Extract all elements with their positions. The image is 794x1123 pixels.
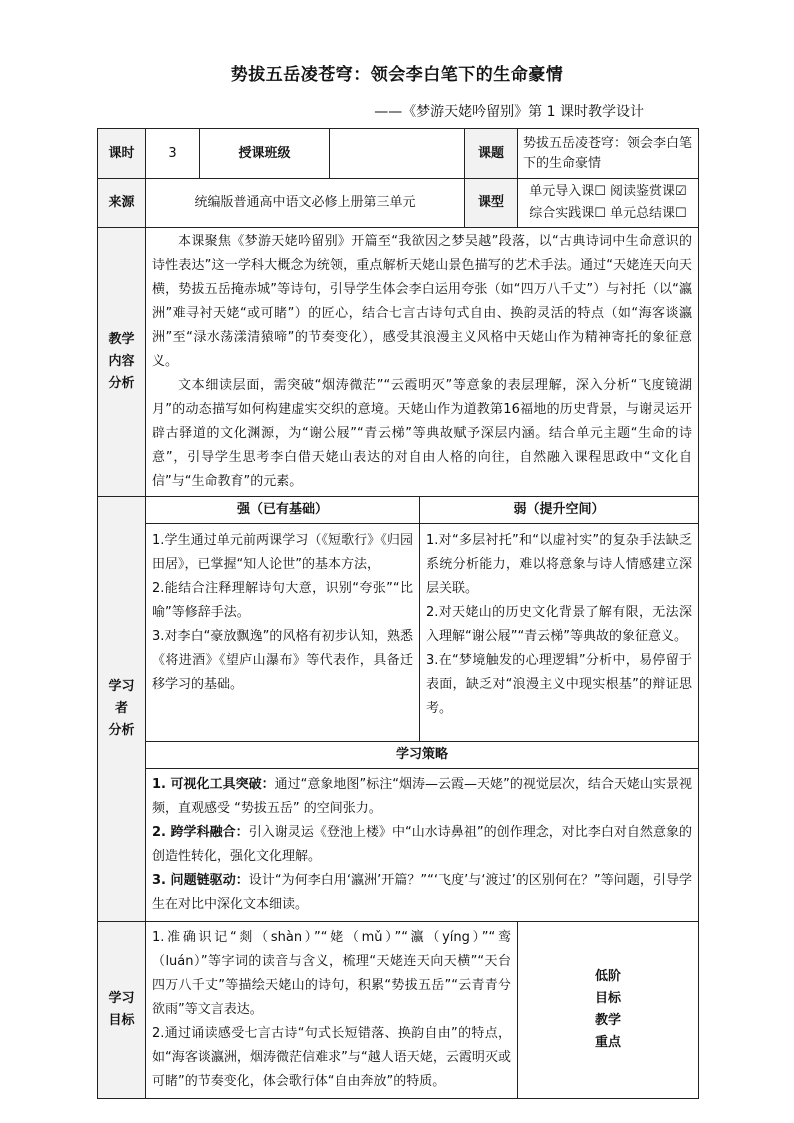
strategy-item-1: [152, 773, 692, 821]
keshi-label: 课时: [98, 129, 146, 179]
strong-list: [146, 524, 420, 742]
source-label: 来源: [98, 179, 146, 228]
lesson-type-line-2: 综合实践课☐ 单元总结课☐: [529, 206, 687, 221]
page-title: 势拔五岳凌苍穹：领会李白笔下的生命豪情: [230, 65, 564, 85]
row-strong-weak-headers: [98, 497, 699, 524]
strategy-list: [146, 769, 699, 922]
strategy-item-3: [152, 869, 692, 917]
strategy-item-2: [152, 821, 692, 869]
goals-side-line-1: 低阶: [594, 969, 621, 984]
source-value: 统编版普通高中语文必修上册第三单元: [146, 179, 465, 228]
goal-item-2: 2.通过诵读感受七言古诗“句式长短错落、换韵自由”的特点，如“海客谈瀛洲，烟涛微茫信难求”与“越人语天姥，云霞明灭或可睹”的节奏变化，体会歌行体“自由奔放”的特质。: [152, 1026, 511, 1089]
strong-item-1: 1.学生通过单元前两课学习（《短歌行》《归园田居》，已掌握“知人论世”的基本方法，: [152, 533, 413, 572]
goals-label-line-1: 学习: [108, 991, 135, 1006]
strategy-header: 学习策略: [146, 742, 699, 769]
content-label-line-2: 内容: [108, 354, 135, 369]
keshi-value: 3: [146, 129, 200, 179]
row-strategy-header: [98, 742, 699, 769]
goals-label-line-2: 目标: [108, 1013, 135, 1028]
row-learning-goals: [98, 922, 699, 1099]
goals-side-label: [518, 922, 699, 1099]
content-analysis-label: [98, 228, 146, 497]
row-source: [98, 179, 699, 228]
type-label: 课型: [465, 179, 518, 228]
strong-header: 强（已有基础）: [146, 497, 420, 524]
goals-list: [146, 922, 518, 1099]
learner-label-line-2: 者: [114, 701, 128, 716]
row-strong-weak-content: [98, 524, 699, 742]
class-label: 授课班级: [200, 129, 330, 179]
weak-header: 弱（提升空间）: [420, 497, 699, 524]
content-analysis-text: [146, 228, 699, 497]
content-paragraph-1: 本课聚焦《梦游天姥吟留别》开篇至“我欲因之梦吴越”段落，以“古典诗词中生命意识的诗性表达”这一学科大概念为统领，重点解析天姥山景色描写的艺术手法。通过“天姥连天向天横，势拔五岳掩赤城”等诗句，引导学生体会李白运用夸张（如“四万八千丈”）与衬托（以“瀛洲”难寻衬天姥“或可睹”）的匠心，结合七言古诗句式自由、换韵灵活的特点（如“海客谈瀛洲”至“渌水荡漾清猿啼”的节奏变化），感受其浪漫主义风格中天姥山作为精神寄托的象征意义。: [152, 234, 692, 369]
learner-analysis-label: [98, 497, 146, 922]
goal-item-1: 1.准确识记“剡（shàn）”“姥（mǔ）”“瀛（yíng）”“鸾（luán）”等字词的读音与含义，梳理“天姥连天向天横”“天台四万八千丈”等描绘天姥山的诗句，积累“势拔五岳”“云青青兮欲雨”等文言表达。: [152, 930, 511, 1017]
topic-value: 势拔五岳凌苍穹：领会李白笔下的生命豪情: [518, 129, 699, 179]
strategy-3-text: 设计“为何李白用‘瀛洲’开篇？”“‘飞度’与‘渡过’的区别何在？”等问题，引导学生在对比中深化文本细读。: [152, 873, 693, 912]
lesson-plan-table: [97, 128, 699, 1099]
weak-item-1: 1.对“多层衬托”和“以虚衬实”的复杂手法缺乏系统分析能力，难以将意象与诗人情感建立深层关联。: [426, 533, 692, 596]
row-basic-info: [98, 129, 699, 179]
goals-side-line-2: 目标: [594, 991, 621, 1006]
row-strategy-content: [98, 769, 699, 922]
weak-list: [420, 524, 699, 742]
learner-label-line-3: 分析: [108, 723, 135, 738]
lesson-type-options: [518, 179, 699, 228]
content-label-line-3: 分析: [108, 376, 135, 391]
strong-item-3: 3.对李白“豪放飘逸”的风格有初步认知，熟悉《将进酒》《望庐山瀑布》等代表作，具备迁移学习的基础。: [152, 629, 413, 692]
content-label-line-1: 教学: [108, 332, 135, 347]
strategy-3-title: 3. 问题链驱动：: [152, 873, 249, 888]
page-subtitle: ——《梦游天姥吟留别》第 1 课时教学设计: [374, 104, 644, 120]
lesson-type-line-1: 单元导入课☐ 阅读鉴赏课☑: [529, 184, 687, 199]
strategy-2-title: 2. 跨学科融合：: [152, 825, 249, 840]
content-paragraph-2: 文本细读层面，需突破“烟涛微茫”“云霞明灭”等意象的表层理解，深入分析“飞度镜湖月”的动态描写如何构建虚实交织的意境。天姥山作为道教第16福地的历史背景，与谢灵运开辟古驿道的文化渊源，为“谢公屐”“青云梯”等典故赋予深层内涵。结合单元主题“生命的诗意”，引导学生思考李白借天姥山表达的对自由人格的向往，自然融入课程思政中“文化自信”与“生命教育”的元素。: [152, 378, 692, 489]
goals-side-line-3: 教学: [594, 1013, 621, 1028]
strategy-1-text: 通过“意象地图”标注“烟涛—云霞—天姥”的视觉层次，结合天姥山实景视频，直观感受 “势拔五岳” 的空间张力。: [152, 777, 692, 816]
row-content-analysis: [98, 228, 699, 497]
goals-side-line-4: 重点: [594, 1035, 621, 1050]
weak-item-2: 2.对天姥山的历史文化背景了解有限，无法深入理解“谢公屐”“青云梯”等典故的象征意义。: [426, 605, 692, 644]
strategy-1-title: 1. 可视化工具突破：: [152, 777, 275, 792]
strategy-2-text: 引入谢灵运《登池上楼》中“山水诗鼻祖”的创作理念，对比李白对自然意象的创造性转化，强化文化理解。: [152, 825, 692, 864]
strong-item-2: 2.能结合注释理解诗句大意，识别“夸张”“比喻”等修辞手法。: [152, 581, 413, 620]
goals-label: [98, 922, 146, 1099]
learner-label-line-1: 学习: [108, 679, 135, 694]
weak-item-3: 3.在“梦境触发的心理逻辑”分析中，易停留于表面，缺乏对“浪漫主义中现实根基”的辩证思考。: [426, 653, 692, 716]
class-value: [330, 129, 465, 179]
topic-label: 课题: [465, 129, 518, 179]
